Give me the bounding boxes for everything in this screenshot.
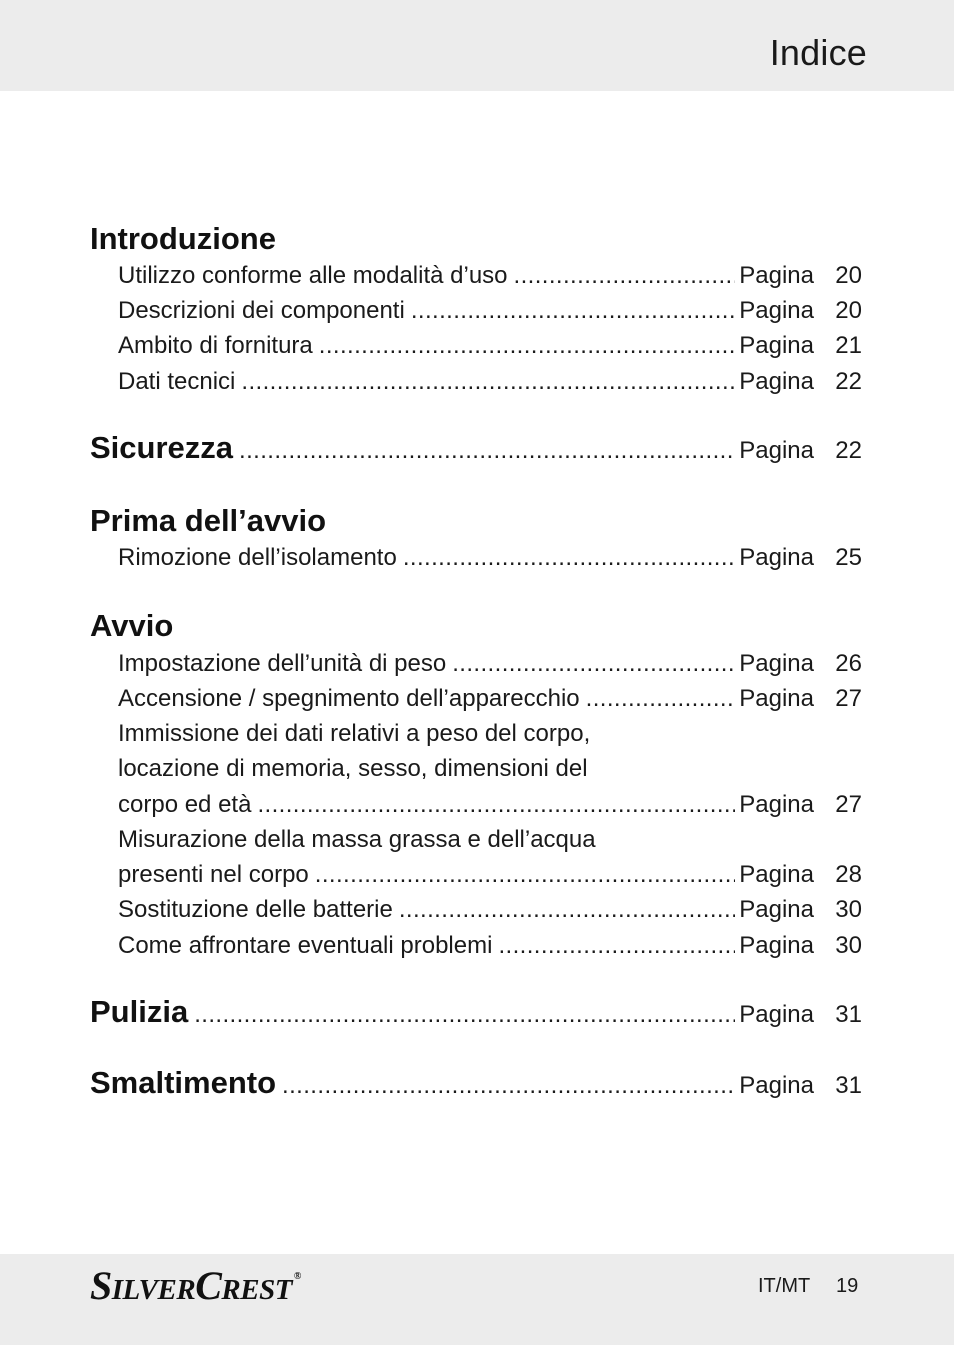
dot-leader	[514, 261, 736, 291]
page-label: Pagina	[739, 297, 814, 324]
dot-leader	[399, 895, 735, 925]
toc-entry[interactable]	[118, 261, 862, 291]
dot-leader	[282, 1071, 735, 1101]
toc-entry-label: Rimozione dell’isolamento	[118, 544, 397, 571]
toc-entry[interactable]	[118, 931, 862, 961]
language-code: IT/MT	[758, 1275, 811, 1297]
toc-entry[interactable]	[118, 895, 862, 925]
page-label: Pagina	[739, 544, 814, 571]
dot-leader	[194, 1000, 735, 1030]
page-number: 31	[835, 1001, 862, 1028]
section-heading-avvio: Avvio	[90, 608, 174, 643]
section-heading-pulizia: Pulizia	[90, 994, 189, 1029]
toc-entry[interactable]	[118, 860, 862, 890]
page-number: 31	[835, 1072, 862, 1099]
page-label: Pagina	[739, 896, 814, 923]
page-label: Pagina	[739, 368, 814, 395]
page-label: Pagina	[739, 650, 814, 677]
toc-entry-label: Utilizzo conforme alle modalità d’uso	[118, 262, 508, 289]
dot-leader	[452, 649, 735, 679]
page-label: Pagina	[739, 685, 814, 712]
page-label: Pagina	[739, 791, 814, 818]
page-number: 21	[835, 332, 862, 359]
page-label: Pagina	[739, 932, 814, 959]
page-number: 25	[835, 544, 862, 571]
toc-entry-label: Accensione / spegnimento dell’apparecchio	[118, 685, 580, 712]
toc-entry[interactable]	[118, 543, 862, 573]
dot-leader	[257, 790, 735, 820]
toc-entry-label-line: Misurazione della massa grassa e dell’acqua	[118, 826, 596, 853]
page-number: 22	[835, 368, 862, 395]
page-label: Pagina	[739, 1001, 814, 1028]
page-label: Pagina	[739, 332, 814, 359]
toc-entry-label-line: Immissione dei dati relativi a peso del corpo,	[118, 720, 591, 747]
dot-leader	[239, 436, 735, 466]
page-number: 27	[835, 685, 862, 712]
toc-entry-label: Descrizioni dei componenti	[118, 297, 405, 324]
toc-entry-label: Come affrontare eventuali problemi	[118, 932, 493, 959]
page-number: 28	[835, 861, 862, 888]
section-heading-introduzione: Introduzione	[90, 221, 276, 256]
dot-leader	[411, 296, 735, 326]
toc-entry-label-line: locazione di memoria, sesso, dimensioni del	[118, 755, 588, 782]
page-number: 22	[835, 437, 862, 464]
dot-leader	[315, 860, 735, 890]
page-number-footer: 19	[836, 1275, 859, 1297]
dot-leader	[241, 367, 735, 397]
dot-leader	[586, 684, 736, 714]
toc-entry-label: Sostituzione delle batterie	[118, 896, 393, 923]
page-label: Pagina	[739, 437, 814, 464]
toc-section-sicurezza[interactable]	[90, 430, 862, 466]
toc-entry-label: corpo ed età	[118, 791, 252, 818]
toc-entry-label: Impostazione dell’unità di peso	[118, 650, 447, 677]
page-title: Indice	[769, 32, 867, 73]
dot-leader	[403, 543, 735, 573]
toc-entry[interactable]	[118, 331, 862, 361]
toc-entry[interactable]	[118, 296, 862, 326]
section-heading-sicurezza: Sicurezza	[90, 430, 234, 465]
page-number: 26	[835, 650, 862, 677]
page-label: Pagina	[739, 1072, 814, 1099]
toc-section-pulizia[interactable]	[90, 994, 862, 1030]
page-number: 27	[835, 791, 862, 818]
toc-entry[interactable]	[118, 649, 862, 679]
dot-leader	[498, 931, 735, 961]
toc-entry-label: presenti nel corpo	[118, 861, 309, 888]
page-label: Pagina	[739, 861, 814, 888]
page-number: 20	[835, 297, 862, 324]
toc-section-smaltimento[interactable]	[90, 1065, 862, 1101]
toc-entry[interactable]	[118, 367, 862, 397]
toc-entry[interactable]	[118, 684, 862, 714]
page-label: Pagina	[739, 262, 814, 289]
page-number: 20	[835, 262, 862, 289]
toc-entry[interactable]	[118, 790, 862, 820]
silvercrest-logo: SILVERCREST ®	[90, 1263, 301, 1308]
toc-entry-label: Ambito di fornitura	[118, 332, 313, 359]
dot-leader	[319, 331, 736, 361]
toc-entry-label: Dati tecnici	[118, 368, 236, 395]
section-heading-smaltimento: Smaltimento	[90, 1065, 277, 1100]
page-number: 30	[835, 932, 862, 959]
section-heading-prima-dell-avvio: Prima dell’avvio	[90, 503, 327, 538]
page-number: 30	[835, 896, 862, 923]
